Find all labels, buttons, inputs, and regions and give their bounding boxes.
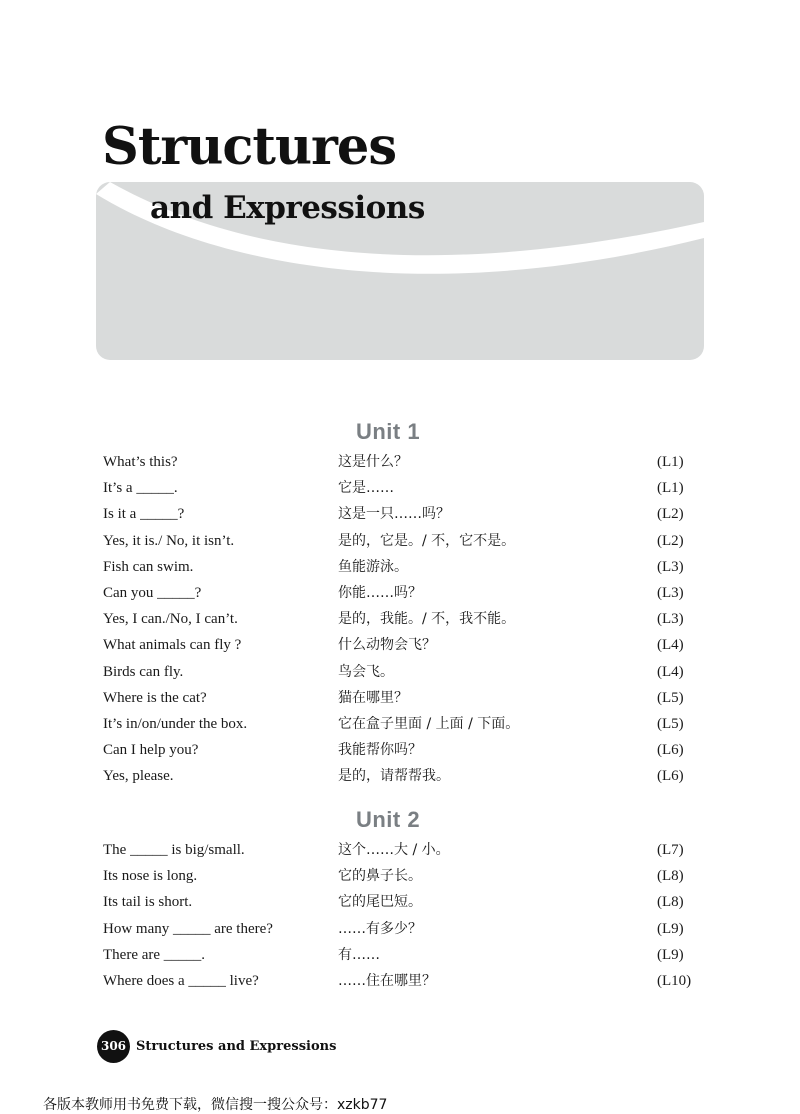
lesson-reference: (L3) (657, 558, 684, 575)
unit-1-table (0, 449, 800, 789)
lesson-reference: (L7) (657, 842, 684, 858)
english-expression: How many _____ are there? (103, 920, 273, 937)
table-row (0, 449, 800, 475)
chinese-translation: 是的，我能。/ 不，我不能。 (338, 611, 516, 628)
english-expression: Can you _____? (103, 584, 202, 601)
table-row (0, 501, 800, 527)
english-expression: Yes, please. (103, 768, 174, 785)
english-expression: Is it a _____? (103, 506, 185, 523)
table-row (0, 737, 800, 763)
chinese-translation: 鱼能游泳。 (338, 558, 408, 575)
table-row (0, 863, 800, 889)
lesson-reference: (L1) (657, 480, 684, 497)
lesson-reference: (L2) (657, 506, 684, 523)
lesson-reference: (L6) (657, 742, 684, 759)
chinese-translation: 有…… (338, 946, 380, 963)
english-expression: What’s this? (103, 454, 178, 470)
english-expression: Fish can swim. (103, 558, 194, 575)
english-expression: Can I help you? (103, 742, 199, 759)
chinese-translation: 这是什么？ (338, 454, 408, 470)
chinese-translation: 猫在哪里？ (338, 689, 408, 706)
chinese-translation: ……住在哪里？ (338, 972, 436, 989)
english-expression: Its nose is long. (103, 868, 198, 885)
english-expression: Where is the cat? (103, 689, 207, 706)
chinese-translation: 是的，请帮帮我。 (338, 768, 450, 785)
english-expression: Birds can fly. (103, 663, 184, 680)
page-subtitle: and Expressions (150, 190, 425, 226)
table-row (0, 632, 800, 658)
lesson-reference: (L5) (657, 689, 684, 706)
english-expression: It’s a _____. (103, 480, 178, 497)
english-expression: What animals can fly ? (103, 637, 242, 654)
english-expression: Its tail is short. (103, 894, 193, 911)
table-row (0, 475, 800, 501)
lesson-reference: (L1) (657, 454, 684, 470)
lesson-reference: (L8) (657, 894, 684, 911)
table-row (0, 606, 800, 632)
table-row (0, 580, 800, 606)
table-row (0, 889, 800, 915)
lesson-reference: (L9) (657, 946, 684, 963)
lesson-reference: (L3) (657, 584, 684, 601)
page-title: Structures (102, 117, 397, 177)
table-row (0, 711, 800, 737)
lesson-reference: (L10) (657, 972, 692, 989)
lesson-reference: (L4) (657, 663, 684, 680)
table-row (0, 528, 800, 554)
watermark-text: 各版本教师用书免费下载，微信搜一搜公众号：xzkb77 (43, 1097, 388, 1113)
table-row (0, 763, 800, 789)
lesson-reference: (L5) (657, 715, 684, 732)
english-expression: The _____ is big/small. (103, 842, 245, 858)
chinese-translation: 这是一只……吗？ (338, 506, 450, 523)
english-expression: Yes, I can./No, I can’t. (103, 611, 238, 628)
table-row (0, 942, 800, 968)
lesson-reference: (L4) (657, 637, 684, 654)
lesson-reference: (L9) (657, 920, 684, 937)
table-row (0, 968, 800, 994)
lesson-reference: (L6) (657, 768, 684, 785)
chinese-translation: 它是…… (338, 480, 394, 497)
chinese-translation: 这个……大 / 小。 (338, 842, 450, 858)
chinese-translation: 什么动物会飞？ (338, 637, 436, 654)
lesson-reference: (L8) (657, 868, 684, 885)
chinese-translation: 你能……吗？ (338, 584, 422, 601)
unit-2-table (0, 837, 800, 994)
chinese-translation: 它的尾巴短。 (338, 894, 422, 911)
unit-1-heading: Unit 1 (355, 419, 421, 444)
english-expression: It’s in/on/under the box. (103, 715, 248, 732)
table-row (0, 685, 800, 711)
english-expression: Where does a _____ live? (103, 972, 259, 989)
table-row (0, 554, 800, 580)
english-expression: There are _____. (103, 946, 206, 963)
lesson-reference: (L3) (657, 611, 684, 628)
table-row (0, 837, 800, 863)
page-number-badge: 306 (97, 1030, 130, 1063)
chinese-translation: ……有多少？ (338, 920, 422, 937)
chinese-translation: 是的，它是。/ 不，它不是。 (338, 532, 516, 549)
chinese-translation: 鸟会飞。 (338, 663, 394, 680)
chinese-translation: 它的鼻子长。 (338, 868, 422, 885)
chinese-translation: 我能帮你吗？ (338, 742, 422, 759)
table-row (0, 916, 800, 942)
footer-section-title: Structures and Expressions (136, 1039, 337, 1054)
lesson-reference: (L2) (657, 532, 684, 549)
table-row (0, 659, 800, 685)
unit-2-heading: Unit 2 (355, 807, 421, 832)
english-expression: Yes, it is./ No, it isn’t. (103, 532, 235, 549)
chinese-translation: 它在盒子里面 / 上面 / 下面。 (338, 715, 520, 732)
